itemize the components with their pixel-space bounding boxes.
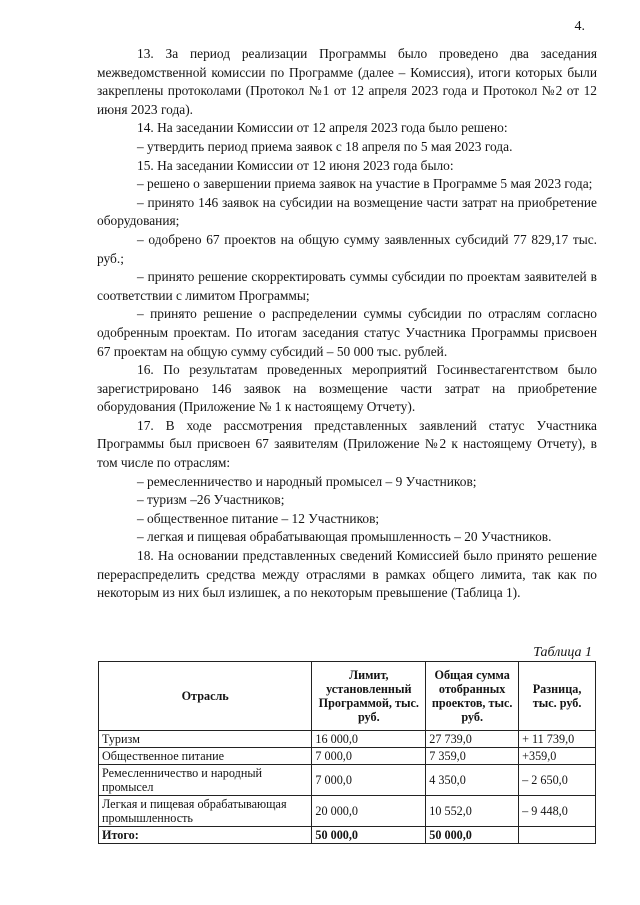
total-cell-limit: 50 000,0 <box>312 827 426 844</box>
table-row <box>99 765 596 796</box>
header-difference: Разница, тыс. руб. <box>519 662 596 731</box>
document-body <box>97 45 597 603</box>
table-row <box>99 796 596 827</box>
cell-industry: Ремесленничество и народный промысел <box>99 765 312 796</box>
cell-difference: +359,0 <box>519 748 596 765</box>
cell-selected-total: 10 552,0 <box>426 796 519 827</box>
cell-limit: 16 000,0 <box>312 731 426 748</box>
paragraph: 18. На основании представленных сведений Комиссией было принято решение перераспределить средства между отраслями в рамках общего лимита, так как по некоторым из них был излишек, а по некоторым превышение (Таблица 1). <box>97 548 597 601</box>
table-header-row <box>99 662 596 731</box>
paragraph: – одобрено 67 проектов на общую сумму заявленных субсидий 77 829,17 тыс. руб.; <box>97 231 597 266</box>
header-selected-total: Общая сумма отобранных проектов, тыс. руб. <box>426 662 519 731</box>
paragraph: – принято 146 заявок на субсидии на возмещение части затрат на приобретение оборудования; <box>97 194 597 229</box>
paragraph: 15. На заседании Комиссии от 12 июня 2023 года было: <box>137 157 454 173</box>
paragraph: – ремесленничество и народный промысел – 9 Участников; <box>137 473 477 489</box>
table-total-row <box>99 827 596 844</box>
page-number: 4. <box>574 19 585 34</box>
cell-selected-total: 4 350,0 <box>426 765 519 796</box>
cell-limit: 7 000,0 <box>312 748 426 765</box>
cell-difference: + 11 739,0 <box>519 731 596 748</box>
cell-industry: Туризм <box>99 731 312 748</box>
cell-industry: Легкая и пищевая обрабатывающая промышленность <box>99 796 312 827</box>
table-row <box>99 748 596 765</box>
paragraph: – принято решение о распределении суммы субсидии по отраслям согласно одобренным проектам. По итогам заседания статус Участника Программы присвоен 67 проектам на общую сумму субсидий – 50 000 тыс. рублей. <box>97 306 597 359</box>
header-industry: Отрасль <box>99 662 312 731</box>
paragraph: – туризм –26 Участников; <box>137 492 285 508</box>
paragraph: 14. На заседании Комиссии от 12 апреля 2023 года было решено: <box>137 120 508 136</box>
table-row <box>99 731 596 748</box>
paragraph: – общественное питание – 12 Участников; <box>137 510 380 526</box>
cell-industry: Общественное питание <box>99 748 312 765</box>
cell-difference: – 2 650,0 <box>519 765 596 796</box>
header-limit: Лимит, установленный Программой, тыс. руб. <box>312 662 426 731</box>
cell-selected-total: 27 739,0 <box>426 731 519 748</box>
cell-selected-total: 7 359,0 <box>426 748 519 765</box>
paragraph: 16. По результатам проведенных мероприятий Госинвестагентством было зарегистрировано 146 заявок на возмещение части затрат на приобретение оборудования (Приложение № 1 к настоящему Отчету). <box>97 362 597 415</box>
cell-difference: – 9 448,0 <box>519 796 596 827</box>
paragraph: – легкая и пищевая обрабатывающая промышленность – 20 Участников. <box>137 529 552 545</box>
paragraph: – решено о завершении приема заявок на участие в Программе 5 мая 2023 года; <box>137 176 593 192</box>
paragraph: – утвердить период приема заявок с 18 апреля по 5 мая 2023 года. <box>137 138 513 154</box>
cell-limit: 7 000,0 <box>312 765 426 796</box>
total-cell-selected-total: 50 000,0 <box>426 827 519 844</box>
allocation-table <box>98 661 596 844</box>
table-caption: Таблица 1 <box>533 645 592 660</box>
paragraph: – принято решение скорректировать суммы субсидии по проектам заявителей в соответствии с лимитом Программы; <box>97 269 597 303</box>
paragraph: 17. В ходе рассмотрения представленных заявлений статус Участника Программы был присвоен 67 заявителям (Приложение №2 к настоящему Отчету), в том числе по отраслям: <box>97 417 597 471</box>
total-cell-difference <box>519 827 596 844</box>
table-body <box>99 731 596 844</box>
paragraph: 13. За период реализации Программы было проведено два заседания межведомственной комиссии по Программе (далее – Комиссия), итоги которых были закреплены протоколами (Протокол №1 от 12 апреля 2023 года и Протокол №2 от 12 июня 2023 года). <box>97 46 597 117</box>
total-cell-industry: Итого: <box>99 827 312 844</box>
cell-limit: 20 000,0 <box>312 796 426 827</box>
